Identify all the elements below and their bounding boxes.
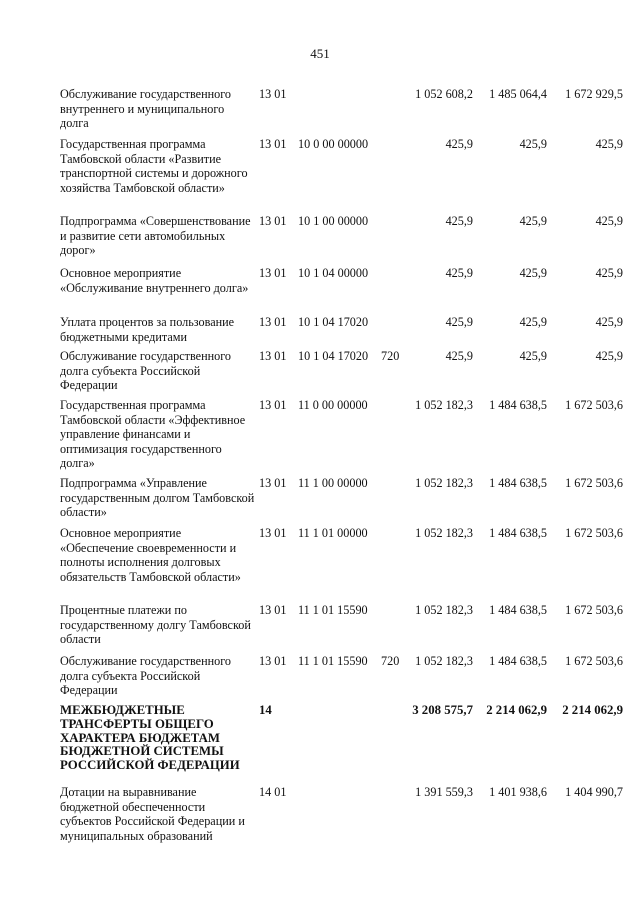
row-value-year-3: 425,9 [595, 214, 623, 228]
row-value-year-2: 425,9 [519, 315, 547, 329]
row-target-article: 11 0 00 00000 [298, 398, 368, 412]
row-section: 13 01 [259, 87, 287, 101]
row-name: Подпрограмма «Совершенствование и развитие сети автомобильных дорог» [60, 214, 251, 258]
row-value-year-3: 1 672 503,6 [565, 654, 623, 668]
row-value-year-2: 425,9 [519, 349, 547, 363]
row-name: Основное мероприятие «Обеспечение своевременности и полноты исполнения долговых обязательств Тамбовской области» [60, 526, 241, 584]
row-target-article: 11 1 01 15590 [298, 654, 368, 668]
row-section: 13 01 [259, 526, 287, 540]
row-value-year-2: 1 484 638,5 [489, 654, 547, 668]
row-name: Основное мероприятие «Обслуживание внутреннего долга» [60, 266, 249, 295]
row-value-year-3: 425,9 [595, 137, 623, 151]
row-expense-type: 720 [381, 349, 400, 363]
row-value-year-1: 1 052 182,3 [415, 654, 473, 668]
row-value-year-1: 3 208 575,7 [412, 703, 473, 717]
row-value-year-1: 1 391 559,3 [415, 785, 473, 799]
row-value-year-2: 425,9 [519, 137, 547, 151]
row-name: Дотации на выравнивание бюджетной обеспеченности субъектов Российской Федерации и муниципальных образований [60, 785, 245, 843]
row-name: Государственная программа Тамбовской области «Эффективное управление финансами и оптимизация государственного долга» [60, 398, 246, 471]
row-name: Уплата процентов за пользование бюджетными кредитами [60, 315, 235, 344]
row-value-year-1: 1 052 182,3 [415, 398, 473, 412]
row-value-year-3: 1 672 503,6 [565, 526, 623, 540]
row-expense-type: 720 [381, 654, 400, 668]
row-value-year-3: 1 672 503,6 [565, 603, 623, 617]
row-name: Обслуживание государственного долга субъекта Российской Федерации [60, 349, 231, 393]
row-value-year-1: 425,9 [445, 137, 473, 151]
row-target-article: 11 1 01 00000 [298, 526, 368, 540]
row-value-year-2: 425,9 [519, 266, 547, 280]
row-section: 13 01 [259, 398, 287, 412]
row-value-year-3: 1 672 929,5 [565, 87, 623, 101]
row-value-year-3: 425,9 [595, 266, 623, 280]
row-value-year-3: 1 404 990,7 [565, 785, 623, 799]
row-name: Процентные платежи по государственному долгу Тамбовской области [60, 603, 251, 647]
row-value-year-1: 425,9 [445, 214, 473, 228]
row-target-article: 11 1 01 15590 [298, 603, 368, 617]
row-value-year-2: 1 484 638,5 [489, 526, 547, 540]
row-target-article: 10 1 04 00000 [298, 266, 369, 280]
page-number: 451 [310, 46, 330, 61]
row-section: 13 01 [259, 266, 287, 280]
row-value-year-2: 1 485 064,4 [489, 87, 547, 101]
row-value-year-1: 425,9 [445, 266, 473, 280]
row-value-year-1: 1 052 182,3 [415, 476, 473, 490]
row-value-year-2: 1 484 638,5 [489, 398, 547, 412]
row-value-year-1: 1 052 608,2 [415, 87, 473, 101]
row-section: 13 01 [259, 603, 287, 617]
row-name: МЕЖБЮДЖЕТНЫЕ ТРАНСФЕРТЫ ОБЩЕГО ХАРАКТЕРА БЮДЖЕТАМ БЮДЖЕТНОЙ СИСТЕМЫ РОССИЙСКОЙ ФЕДЕРАЦИИ [60, 703, 240, 773]
row-value-year-2: 2 214 062,9 [486, 703, 547, 717]
row-value-year-3: 1 672 503,6 [565, 398, 623, 412]
row-value-year-1: 1 052 182,3 [415, 603, 473, 617]
row-section: 13 01 [259, 476, 287, 490]
row-section: 14 [259, 703, 272, 717]
row-value-year-1: 1 052 182,3 [415, 526, 473, 540]
row-value-year-3: 425,9 [595, 315, 623, 329]
row-target-article: 10 1 04 17020 [298, 349, 369, 363]
row-section: 14 01 [259, 785, 287, 799]
row-section: 13 01 [259, 214, 287, 228]
row-value-year-3: 1 672 503,6 [565, 476, 623, 490]
row-section: 13 01 [259, 137, 287, 151]
row-value-year-3: 2 214 062,9 [562, 703, 623, 717]
row-value-year-1: 425,9 [445, 315, 473, 329]
row-value-year-2: 1 484 638,5 [489, 603, 547, 617]
row-value-year-1: 425,9 [445, 349, 473, 363]
row-target-article: 11 1 00 00000 [298, 476, 368, 490]
row-target-article: 10 1 04 17020 [298, 315, 369, 329]
row-target-article: 10 0 00 00000 [298, 137, 369, 151]
row-value-year-2: 425,9 [519, 214, 547, 228]
row-name: Подпрограмма «Управление государственным долгом Тамбовской области» [60, 476, 255, 520]
row-name: Государственная программа Тамбовской области «Развитие транспортной системы и дорожного хозяйства Тамбовской области» [60, 137, 248, 195]
row-value-year-2: 1 484 638,5 [489, 476, 547, 490]
row-name: Обслуживание государственного долга субъекта Российской Федерации [60, 654, 231, 698]
row-target-article: 10 1 00 00000 [298, 214, 369, 228]
row-section: 13 01 [259, 654, 287, 668]
row-section: 13 01 [259, 315, 287, 329]
row-value-year-2: 1 401 938,6 [489, 785, 547, 799]
row-value-year-3: 425,9 [595, 349, 623, 363]
row-name: Обслуживание государственного внутреннего и муниципального долга [60, 87, 231, 131]
row-section: 13 01 [259, 349, 287, 363]
